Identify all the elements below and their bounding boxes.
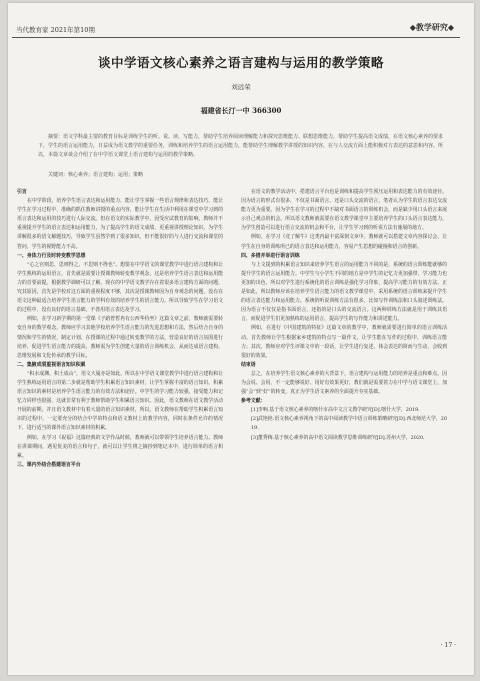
section-heading: 参考文献： [241, 398, 266, 405]
reference-item: [1]李响.基于语文核心素养的喀什市高中文言文教学研究[D].喀什大学，2019. [251, 407, 420, 414]
body-paragraph: 与上文提到的积累语言知识来培养学生语言的运用能力不同的是，系统的语言训练能就够的提升学生的语言运用能力。中学生与小学生不同的地方是中学生的记忆力更加强带，学习能力也更加的出色，所以对学生进行系统化的语言训练是强化学习印象，提高学习能力的有效方法。正是如此，所以教师应该在培养学生语言能力的语文教学课堂中，采用系统的语言训练来提升学生的语言表达能力和运用能力。系统的听说训练方法有很多，比如写作训练法和口头叙述训练法。因为语言不仅仅是指书面语言，还指的是口头的交流语言。这两种训练方法就是用于训练其语言，而促进学生们更加熟练的运用语言，提高学生的写作能力和讲述能力。 [241, 261, 447, 323]
body-paragraph: 总之，在培养学生语文核心素养的大背景下，语言建构与运用能力的培养是重点和难点。因为会说、会用，不一定能够说好、用好有效果更好，教们就是需要着力在中学与语文课堂上，加强“会”到“好”的转变，真正为学生语文素养的全面提升夯实基础。 [241, 370, 447, 396]
body-paragraph: 例如，在学习新学期的第一堂课《子路曾皙冉有公西华侍坐》这篇文章之前，教师就需要转变自身的教学观念，教师应学习其他学校培养学生语言能力的先进思想和方法，然后结合自身的情况和学生的情况，制定计划，在授课的过程中通过转变教学的方法，营造良好的语言氛围进行培养，促进学生语言能力的提高，教师需为学生创建大量的语言训练机会，从而达成语言建构、思维发展和文化传承的教学目标。 [17, 316, 223, 359]
author-affiliation: 福建省长汀一中 366300 [200, 106, 282, 115]
section-header: ◆教学研究◆ [409, 22, 454, 32]
left-text-column [17, 188, 223, 470]
body-paragraph: 例如，在学习《竞了解牛》这类内最丰富深刻文章中，教师就可以搭建文章内容探讨会，让学生在自身的训练所已的语言表达和运用能力，容易产生思想的碰撞和语言的创新。 [241, 234, 447, 250]
article-title: 谈中学语文核心素养之语言建构与运用的教学策略 [97, 55, 384, 70]
body-paragraph: 例如，在学习《祝福》这篇经典的文学作品时候，教师就可以带领学生培养语言能力。教师在讲课期间，遇见优美的语言和句子，就可以让学生将之摘抄到笔记本中，进行简单的语言积累。 [17, 434, 223, 459]
article-keywords: 关键词：核心素养；语言建构；运用；策略 [48, 172, 144, 178]
body-paragraph: “心之官则思，思则得之，不思则不得也”。想要在中学语文的课堂教学中进行语言建构和让学生熟练的运用语言，首先就是需要让授课教师转变教学观念，这是培养学生语言表达和运用能力的首要前提。根据教学调研可以了解，现在的中学语文教学存在着很多语言建构方面的问题，究其原因，首先是学校对这方面的重视程度不够，其次是授课教师因为自身观念的问题，没有在语文这种最适合培养学生语言能力的学科有效的培养学生的语言能力。所以导致学生在学习语文的过程中，没有良好的语言基础，不善用语言表达及学习。 [17, 261, 223, 314]
article-abstract: 摘要：语文学科最主要的教育目标是训练学生的听、说、读、写能力，帮助学生培养阅读理解能力和探究思维能力、联想思维能力，帮助学生提高语文成绩，在语文核心素养的要求下，学生的语言运用能力，日益成为语文教学的重要任务，训练和培养学生的语言运用能力，能帮助学生理解教学讲授的知识内容，在与人交流方面上能积极对方表达的意思和内容。所以，本篇文章谈会介绍了在中学语文课堂上语言建构与运用的教学策略。 [38, 134, 444, 158]
journal-page [8, 3, 474, 675]
journal-issue-header: 当代教育家 2021年第10期 [16, 26, 95, 34]
section-heading: 引言 [17, 189, 27, 195]
body-paragraph: 例如，在进行《中国建筑的特征》这篇文章的教学中，教师就需要进行简单的语言训练活动。首先教师让学生根据家乡建筑的特点写一篇作文，让学生能在写作的过程中，训练语言能力；其次，教师应对学生评课文中的一段话，让学生进行复述，体会表达的简而与生动，会收到很好的效果。 [241, 325, 447, 359]
body-paragraph: 在语文的教学活动中，搭建语言平台也是训练和提高学生预压运用和表达能力的有效途径。因为语言的形式有很多，不仅是书面语言，还是口头交流的语言，笔者认为学生的语言表达交流能力更为重要。因为学生在学习的过程中不缺对书面语言的训练机会，而是缺少用口头语言来展示自己观点的机会。所以语文教师就需要在语文教学课堂中主要培养学生的口头语言表达能力，为学生创造可以进行语言交流的机会和平台，让学生学习到的听说方法有施展的地方。 [241, 189, 447, 232]
reference-item: [2]武艳艳.语文核心素养视角下的高中阅读教学中语言训练策略研究[D].西北师范大学，2019. [251, 416, 447, 432]
section-heading: 四、多措并举进行语言训练 [241, 252, 300, 259]
page-number: · 17 · [440, 642, 456, 649]
body-paragraph: 在中学阶段，培养学生语言表达和运用能力，能让学生掌握一些语言规律和表达技巧，能让学生在学习过程中，准确的抓住教师讲授的重点内容，能让学生在生活中利用在课堂中学习到的语言表达和运用的技巧进行人际交流。但在语文的实际教学中，因受应试教育的影响，教师并不重视提升学生的语言表达和运用能力，为了提高学生的语文成绩，更重视讲授理论知识，为学生讲解很多的语文解题技巧，导致学生虽然学到了很多知识，但不能很好的与人进行交流和课堂的答问，学生的视野能力不高。 [17, 198, 223, 250]
reference-item: [3]董秀梅.基于核心素养的高中语文阅读教学思维训练研究[D].苏州大学，2020. [251, 434, 425, 441]
section-heading: 三、课内外结合搭建语言平台 [17, 461, 81, 468]
section-heading: 二、集腋成裘重视语言知识积累 [17, 361, 86, 368]
body-paragraph: “积水成渊、积土成山”，语文大厦亦是如此。所以在中学语文课堂教学中进行语言建构和让学生熟练运用语言的第二步就是帮助学生积累语言知识素材，让学生掌握丰富的语言知识。积累语言知识的素材是培养学生语言能力的有效方法和途径。中学生的学习能力较强，接受能力和记忆力同样也很强，这就非常有利于教师帮助学生积累语言知识。因此，语文教师在语文教学活动开展的前期，并且语文教材中有着大量的语言知识素材，所以，语文教师在帮助学生积累语言知识的过程中，一定要充分的结合中学的特点和语文教材上的教学内容，同时在条件允许的情况下，进行适当的课外语言知识素材的积累。 [17, 370, 223, 432]
right-text-column [241, 188, 447, 443]
section-heading: 结束语 [241, 361, 256, 368]
section-heading: 一、身体力行及时转变教学思想 [17, 252, 86, 259]
header-rule [12, 37, 460, 38]
article-author: 刘远荣 [231, 83, 251, 91]
